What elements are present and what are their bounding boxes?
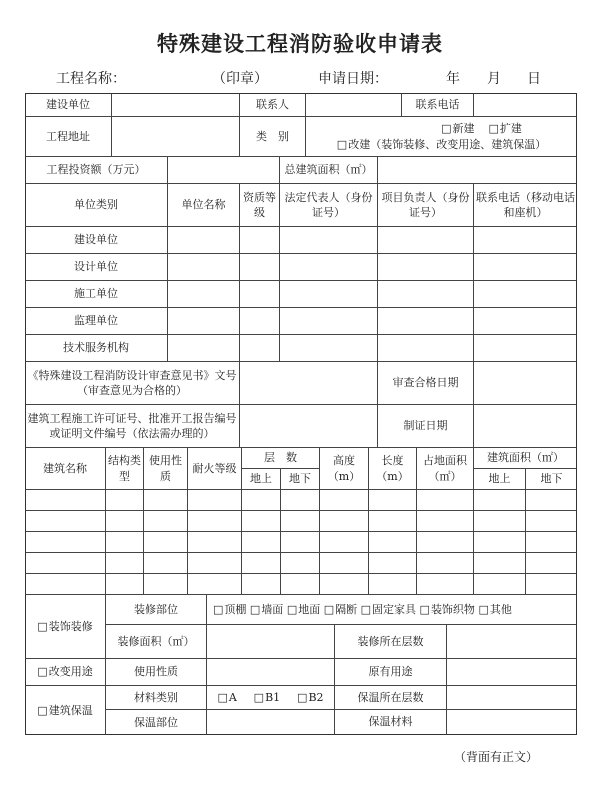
building-cell[interactable]	[25, 490, 106, 511]
building-cell[interactable]	[144, 490, 188, 511]
unit-cell[interactable]	[168, 254, 240, 281]
bld-area-header: 建筑面积（㎡）	[474, 448, 577, 469]
building-cell[interactable]	[474, 511, 526, 532]
building-cell[interactable]	[106, 511, 144, 532]
unit-cell[interactable]	[280, 227, 378, 254]
ceiling-checkbox[interactable]: □ 顶棚	[213, 602, 246, 617]
insulation-section	[25, 686, 106, 735]
unit-row-label: 设计单位	[25, 254, 168, 281]
expand-checkbox[interactable]: □ 扩建	[489, 122, 522, 135]
building-cell[interactable]	[474, 574, 526, 595]
units-header-qualification: 资质等级	[240, 184, 280, 227]
decorative-fabric-checkbox[interactable]: □ 装饰织物	[420, 602, 475, 617]
insulation-part-label: 保温部位	[106, 710, 207, 735]
building-cell[interactable]	[144, 574, 188, 595]
unit-row-label: 监理单位	[25, 308, 168, 335]
partition-checkbox[interactable]: □ 隔断	[324, 602, 357, 617]
building-cell[interactable]	[106, 574, 144, 595]
decoration-area-label: 装修面积（㎡）	[106, 625, 207, 659]
building-cell[interactable]	[281, 511, 320, 532]
decoration-section	[25, 595, 106, 659]
cert-date-label: 制证日期	[378, 405, 474, 448]
building-cell[interactable]	[417, 490, 474, 511]
building-cell[interactable]	[320, 532, 369, 553]
building-cell[interactable]	[526, 574, 577, 595]
bld-length-header: 长度（m）	[369, 448, 417, 490]
pass-date-field[interactable]	[474, 362, 577, 405]
building-cell[interactable]	[106, 553, 144, 574]
insulation-checkbox[interactable]: □ 建筑保温	[37, 703, 92, 718]
unit-cell[interactable]	[378, 254, 474, 281]
unit-cell[interactable]	[378, 335, 474, 362]
phone-field[interactable]	[474, 93, 577, 117]
unit-cell[interactable]	[474, 308, 577, 335]
unit-row-label: 施工单位	[25, 281, 168, 308]
building-cell[interactable]	[281, 532, 320, 553]
original-use-label: 原有用途	[335, 659, 447, 686]
unit-cell[interactable]	[168, 227, 240, 254]
building-cell[interactable]	[281, 574, 320, 595]
unit-cell[interactable]	[280, 254, 378, 281]
bld-area-above-header: 地上	[474, 469, 526, 490]
building-cell[interactable]	[144, 532, 188, 553]
apply-date-label: 申请日期：	[318, 71, 388, 87]
material-class-label: 材料类别	[106, 686, 207, 710]
seal-label: （印章）	[212, 71, 268, 87]
other-checkbox[interactable]: □ 其他	[478, 602, 511, 617]
building-cell[interactable]	[320, 490, 369, 511]
unit-cell[interactable]	[240, 335, 280, 362]
unit-cell[interactable]	[474, 335, 577, 362]
bld-height-header: 高度（m）	[320, 448, 369, 490]
build-unit-field[interactable]	[112, 93, 240, 117]
building-cell[interactable]	[474, 532, 526, 553]
project-name-label: 工程名称：	[56, 71, 126, 87]
unit-cell[interactable]	[280, 281, 378, 308]
original-use-field[interactable]	[447, 659, 577, 686]
building-cell[interactable]	[188, 553, 242, 574]
address-label: 工程地址	[25, 117, 112, 157]
cert-date-field[interactable]	[474, 405, 577, 448]
units-header-type: 单位类别	[25, 184, 168, 227]
address-field[interactable]	[112, 117, 240, 157]
bld-fire-header: 耐火等级	[188, 448, 242, 490]
category-options	[306, 117, 577, 157]
building-cell[interactable]	[242, 532, 281, 553]
bld-structure-header: 结构类型	[106, 448, 144, 490]
decoration-part-options	[207, 595, 577, 625]
floor-checkbox[interactable]: □ 地面	[287, 602, 320, 617]
building-cell[interactable]	[474, 490, 526, 511]
building-cell[interactable]	[417, 532, 474, 553]
building-cell[interactable]	[526, 490, 577, 511]
building-cell[interactable]	[281, 490, 320, 511]
building-cell[interactable]	[106, 532, 144, 553]
insulation-floors-field[interactable]	[447, 686, 577, 710]
contact-label: 联系人	[240, 93, 306, 117]
insulation-material-label: 保温材料	[335, 710, 447, 734]
bld-area-below-header: 地下	[526, 469, 577, 490]
category-label: 类 别	[240, 117, 306, 157]
change-use-section	[25, 659, 106, 686]
unit-cell[interactable]	[378, 308, 474, 335]
class-a-checkbox[interactable]: □ A	[217, 690, 236, 705]
total-area-field[interactable]	[378, 157, 577, 184]
building-cell[interactable]	[369, 553, 417, 574]
building-cell[interactable]	[188, 490, 242, 511]
decoration-checkbox[interactable]: □ 装饰装修	[37, 619, 92, 634]
building-cell[interactable]	[526, 511, 577, 532]
page-title: 特殊建设工程消防验收申请表	[157, 31, 443, 56]
building-cell[interactable]	[526, 553, 577, 574]
building-cell[interactable]	[320, 511, 369, 532]
unit-cell[interactable]	[240, 254, 280, 281]
bld-footprint-header: 占地面积（㎡）	[417, 448, 474, 490]
year-label: 年	[446, 71, 460, 87]
unit-cell[interactable]	[168, 335, 240, 362]
investment-field[interactable]	[168, 157, 280, 184]
fixed-furniture-checkbox[interactable]: □ 固定家具	[361, 602, 416, 617]
permit-label: 建筑工程施工许可证号、批准开工报告编号或证明文件编号（依法需办理的）	[25, 405, 240, 448]
building-cell[interactable]	[526, 532, 577, 553]
bld-floors-below-header: 地下	[281, 469, 320, 490]
back-page-note: （背面有正文）	[453, 750, 538, 764]
contact-field[interactable]	[306, 93, 402, 117]
building-cell[interactable]	[369, 490, 417, 511]
decoration-part-label: 装修部位	[106, 595, 207, 625]
units-header-legal-rep: 法定代表人（身份证号）	[280, 184, 378, 227]
unit-cell[interactable]	[240, 281, 280, 308]
bld-floors-above-header: 地上	[242, 469, 281, 490]
building-cell[interactable]	[369, 574, 417, 595]
building-cell[interactable]	[369, 511, 417, 532]
building-cell[interactable]	[369, 532, 417, 553]
design-review-doc-field[interactable]	[240, 362, 378, 405]
building-cell[interactable]	[188, 574, 242, 595]
insulation-material-field[interactable]	[447, 710, 577, 735]
build-unit-label: 建设单位	[25, 93, 112, 117]
change-use-use-label: 使用性质	[106, 659, 207, 686]
renovate-checkbox[interactable]: □ 改建（装饰装修、改变用途、建筑保温）	[337, 138, 546, 151]
unit-cell[interactable]	[474, 254, 577, 281]
pass-date-label: 审查合格日期	[378, 362, 474, 405]
change-use-checkbox[interactable]: □ 改变用途	[37, 664, 92, 679]
building-cell[interactable]	[25, 511, 106, 532]
class-b2-checkbox[interactable]: □ B2	[297, 690, 324, 705]
unit-cell[interactable]	[280, 308, 378, 335]
new-checkbox[interactable]: □ 新建	[441, 122, 474, 135]
insulation-floors-label: 保温所在层数	[335, 686, 447, 710]
unit-row-label: 建设单位	[25, 227, 168, 254]
unit-cell[interactable]	[168, 308, 240, 335]
class-b1-checkbox[interactable]: □ B1	[254, 690, 281, 705]
building-cell[interactable]	[25, 553, 106, 574]
insulation-part-field[interactable]	[207, 710, 335, 735]
unit-cell[interactable]	[378, 227, 474, 254]
building-cell[interactable]	[242, 511, 281, 532]
material-class-options	[207, 686, 335, 710]
unit-cell[interactable]	[474, 227, 577, 254]
investment-label: 工程投资额（万元）	[25, 157, 168, 184]
building-cell[interactable]	[242, 553, 281, 574]
design-review-doc-label: 《特殊建设工程消防设计审查意见书》文号（审查意见为合格的）	[25, 362, 240, 405]
building-cell[interactable]	[144, 553, 188, 574]
unit-cell[interactable]	[240, 227, 280, 254]
permit-field[interactable]	[240, 405, 378, 448]
building-cell[interactable]	[417, 553, 474, 574]
unit-row-label: 技术服务机构	[25, 335, 168, 362]
decoration-floors-label: 装修所在层数	[335, 625, 447, 659]
building-cell[interactable]	[242, 490, 281, 511]
building-cell[interactable]	[417, 511, 474, 532]
building-cell[interactable]	[188, 532, 242, 553]
unit-cell[interactable]	[280, 335, 378, 362]
building-cell[interactable]	[25, 574, 106, 595]
unit-cell[interactable]	[474, 281, 577, 308]
units-header-name: 单位名称	[168, 184, 240, 227]
change-use-use-field[interactable]	[207, 659, 335, 686]
bld-use-header: 使用性质	[144, 448, 188, 490]
unit-cell[interactable]	[168, 281, 240, 308]
unit-cell[interactable]	[378, 281, 474, 308]
units-header-phone: 联系电话（移动电话和座机）	[474, 184, 577, 227]
building-cell[interactable]	[242, 574, 281, 595]
building-cell[interactable]	[474, 553, 526, 574]
day-label: 日	[527, 71, 541, 87]
bld-floors-header: 层 数	[242, 448, 320, 469]
bld-name-header: 建筑名称	[25, 448, 106, 490]
decoration-floors-field[interactable]	[447, 625, 577, 659]
decoration-area-field[interactable]	[207, 625, 335, 659]
building-cell[interactable]	[320, 574, 369, 595]
total-area-label: 总建筑面积（㎡）	[280, 157, 378, 184]
building-cell[interactable]	[106, 490, 144, 511]
month-label: 月	[487, 71, 501, 87]
building-cell[interactable]	[320, 553, 369, 574]
building-cell[interactable]	[417, 574, 474, 595]
wall-checkbox[interactable]: □ 墙面	[250, 602, 283, 617]
building-cell[interactable]	[144, 511, 188, 532]
units-header-manager: 项目负责人（身份证号）	[378, 184, 474, 227]
unit-cell[interactable]	[240, 308, 280, 335]
building-cell[interactable]	[25, 532, 106, 553]
building-cell[interactable]	[281, 553, 320, 574]
phone-label: 联系电话	[402, 93, 474, 117]
building-cell[interactable]	[188, 511, 242, 532]
